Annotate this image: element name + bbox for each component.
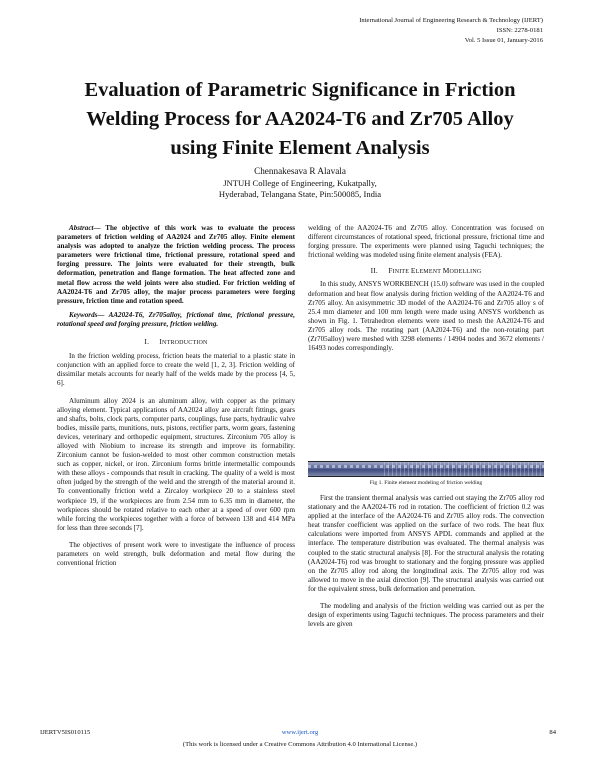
author-name: Chennakesava R Alavala (254, 166, 346, 176)
heading-part: INITE (392, 269, 411, 276)
intro-paragraph: The objectives of present work were to investigate the influence of process parameters on weld strength, bulk deformation and metal flow during the conventional friction (57, 540, 295, 568)
section-title-rest: NTRODUCTION (162, 340, 208, 347)
affiliation: JNTUH College of Engineering, Kukatpally, (223, 177, 377, 188)
keywords (57, 311, 295, 329)
section-heading-introduction (57, 337, 295, 348)
fem-mesh-figure (308, 461, 544, 477)
section-number: I. (144, 337, 150, 347)
title-line: Evaluation of Parametric Significance in Friction (84, 79, 516, 101)
website-link[interactable]: www.ijert.org (281, 729, 319, 736)
heading-part: E (410, 266, 416, 276)
volume-issue: Vol. 5 Issue 01, January-2016 (464, 37, 543, 44)
right-column-lower (308, 494, 544, 629)
figure-caption: Fig 1. Finite element modeling of friction welding (369, 480, 483, 486)
heading-part: ODELLING (449, 269, 482, 276)
left-column (57, 224, 295, 568)
mesh-lines (384, 462, 544, 476)
paper-title (40, 76, 560, 163)
intro-paragraph: In the friction welding process, friction heats the material to a plastic state in conjunction with an applied force to create the weld [1, 2, 3]. Friction welding of dissimilar metals accounts for nearly half of the welds made by the process [4, 5, 6]. (57, 352, 295, 388)
paper-id: IJERTV5IS010115 (40, 729, 91, 736)
section-number: II. (370, 266, 378, 276)
intro-paragraph: Aluminum alloy 2024 is an aluminum alloy, with copper as the primary alloying element. Typical applications of AA2024 alloy are aircraft fittings, gears and shafts, bolts, clock parts, computer parts, couplings, fuse parts, hydraulic valve bodies, missile parts, munitions, nuts, pistons, rectifier parts, worm gears, fastening devices, veterinary and orthopedic equipment, structures. Zirconium 705 alloy is alloyed with Niobium to increase its strength and improve its formability. Zirconium cannot be fusion-welded to most other common construction metals such as copper, nickel, or iron. Zirconium forms brittle intermetallic compounds with these alloys - compounds that result in cracking. The quality of a weld is most often judged by the strength of the weld and the strength of the material around it. To conventionally friction weld a Zircaloy workpiece 20 to a stainless steel workpiece 19, if the workpieces are from 2.54 mm to 6.35 mm in diameter, the workpieces should be rotated relative to each other at a speed of over 600 rpm while forcing the workpieces together with a force of between 138 and 414 MPa for less than three seconds [7]. (57, 396, 295, 532)
right-column (308, 224, 544, 353)
body-paragraph: The modeling and analysis of the friction welding was carried out as per the design of experiments using Taguchi techniques. The process parameters and their levels are given (308, 602, 544, 629)
abstract-text: — The objective of this work was to evaluate the process parameters of friction welding of AA2024 and Zr705 alloy. Finite element analysis was adopted to analyze the friction welding process. The process parameters were frictional time, frictional pressure, rotational speed and forging pressure. The joints were evaluated for their strength, bulk deformation, penetration and flange formation. The heat affected zone and metal flow across the weld joints were also studied. For friction welding of AA2024-T6 and Zr705 alloy, the major process parameters were forging pressure, friction time and rotation speed. (57, 224, 295, 305)
body-paragraph: First the transient thermal analysis was carried out staying the Zr705 alloy rod stationary and the AA2024-T6 rod in rotation. The coefficient of friction 0.2 was applied at the interface of the AA2024-T6 and Zr705 alloy rods. The convection heat transfer coefficient was applied on the surface of two rods. The heat flux calculations were imported from ANSYS APDL commands and applied at the interface. The temperature distribution was evaluated. The thermal analysis was coupled to the static structural analysis [8]. For the structural analysis the rotating (AA2024-T6) rod was brought to stationary and the forging pressure was applied on the Zr705 alloy rod along the longitudinal axis. The Zr705 alloy rod was allowed to move in the axial direction [9]. The structural analysis was carried out for the equivalent stress, bulk deformation and penetration. (308, 494, 544, 593)
abstract-label: Abstract (69, 224, 94, 232)
heading-part: LEMENT (415, 269, 443, 276)
issn: ISSN: 2278-0181 (496, 27, 543, 34)
body-paragraph: welding of the AA2024-T6 and Zr705 alloy. Concentration was focused on different circumstances of rotational speed, frictional pressure, frictional time and forging pressure. The experiments were planned using Taguchi techniques; the frictional welding was modeled using finite element analysis (FEA). (308, 224, 544, 260)
section-heading-fem (308, 266, 544, 277)
abstract (57, 224, 295, 306)
page-number: 84 (549, 729, 556, 736)
heading-part: M (442, 266, 450, 276)
license-note: (This work is licensed under a Creative Commons Attribution 4.0 International License.) (182, 741, 418, 748)
body-paragraph: In this study, ANSYS WORKBENCH (15.0) software was used in the coupled deformation and heat flow analysis during friction welding of the AA2024-T6 and Zr705 alloy. An axisymmetric 3D model of the AA2024-T6 and Zr705 alloy s of 25.4 mm diameter and 100 mm length were made using ANSYS workbench as shown in Fig. 1. Tetrahedron elements were used to mesh the AA2024-T6 and Zr705 alloy rods. The rotating part (AA2024-T6) and the non-rotating part (Zr705alloy) were meshed with 3298 elements / 14904 nodes and 3672 elements / 16493 nodes correspondingly. (308, 280, 544, 353)
running-header (359, 16, 543, 46)
title-line: using Finite Element Analysis (170, 137, 430, 159)
section-title-initial: I (159, 337, 163, 347)
keywords-label: Keywords (69, 310, 98, 319)
journal-name: International Journal of Engineering Research & Technology (IJERT) (359, 17, 543, 24)
title-line: Welding Process for AA2024-T6 and Zr705 Alloy (86, 108, 514, 130)
keywords-text: — AA2024-T6, Zr705alloy, frictional time, frictional pressure, rotational speed and forging pressure, friction welding. (57, 310, 295, 328)
author-block (100, 166, 500, 201)
heading-part: F (388, 266, 393, 276)
affiliation: Hyderabad, Telangana State, Pin:500085, India (218, 189, 382, 199)
